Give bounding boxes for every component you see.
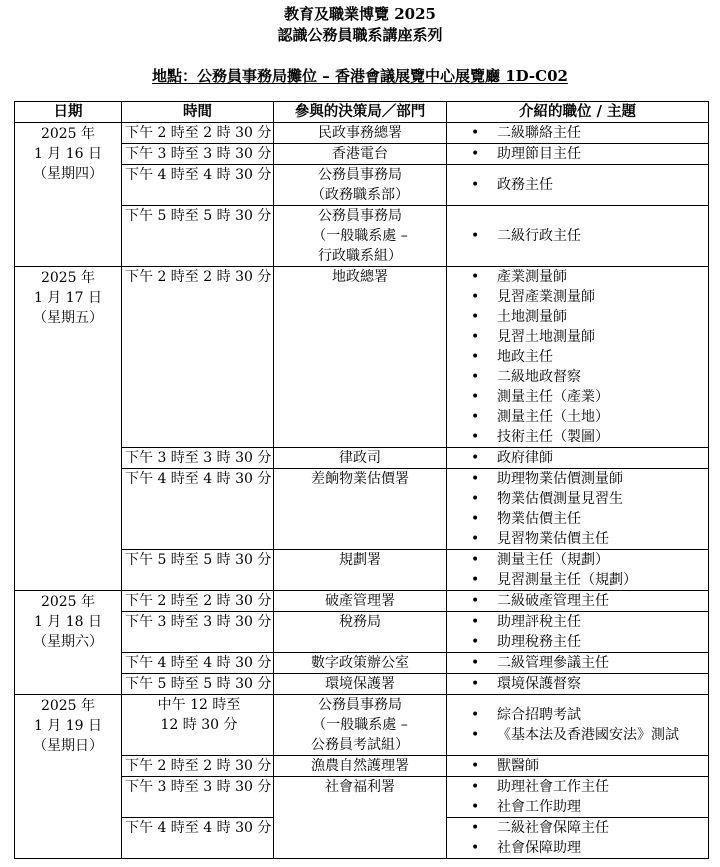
time-line: 下午 2 時至 2 時 30 分	[125, 758, 272, 774]
topic-item: • 助理評稅主任	[447, 612, 708, 632]
topic-item: • 二級行政主任	[447, 226, 708, 246]
topic-list	[447, 144, 708, 164]
dept-cell	[274, 144, 447, 165]
time-cell	[122, 674, 274, 695]
date-line: （星期四）	[33, 166, 103, 182]
dept-cell	[274, 756, 447, 777]
time-cell	[122, 591, 274, 612]
topics-cell	[447, 674, 709, 695]
topic-list	[447, 777, 708, 817]
column-header-date: 日期	[15, 102, 122, 123]
dept-line: 公務員事務局	[318, 167, 402, 183]
topics-cell	[447, 123, 709, 144]
column-header-topics: 介紹的職位 / 主題	[447, 102, 709, 123]
topic-item: • 社會工作助理	[447, 797, 708, 817]
time-line: 下午 3 時至 3 時 30 分	[125, 614, 272, 630]
dept-line: 律政司	[339, 450, 381, 466]
topic-item: • 助理節目主任	[447, 144, 708, 164]
topics-cell	[447, 695, 709, 756]
time-line: 下午 3 時至 3 時 30 分	[125, 450, 272, 466]
session-row	[15, 267, 709, 448]
topic-item: • 二級社會保障主任	[447, 818, 708, 838]
topic-list	[447, 756, 708, 776]
time-cell	[122, 448, 274, 469]
dept-line: 環境保護署	[325, 676, 395, 692]
topic-item: • 助理稅務主任	[447, 632, 708, 652]
topics-cell	[447, 448, 709, 469]
date-line: 2025 年	[40, 698, 96, 714]
topic-list	[447, 705, 708, 745]
topic-item: • 測量主任（規劃）	[447, 550, 708, 570]
time-line: 下午 4 時至 4 時 30 分	[125, 471, 272, 487]
date-line: （星期五）	[33, 310, 103, 326]
topic-list	[447, 674, 708, 694]
topic-item: • 測量主任（土地）	[447, 407, 708, 427]
topic-list	[447, 612, 708, 652]
date-cell	[15, 695, 122, 859]
date-line: 1 月 16 日	[33, 146, 103, 162]
date-cell	[15, 123, 122, 267]
date-line: 1 月 17 日	[33, 290, 103, 306]
time-cell	[122, 469, 274, 550]
dept-cell	[274, 165, 447, 206]
topic-list	[447, 818, 708, 858]
dept-cell	[274, 550, 447, 591]
time-line: 下午 5 時至 5 時 30 分	[125, 208, 272, 224]
dept-line: （政務職系部）	[311, 187, 409, 203]
topic-list	[447, 175, 708, 195]
dept-line: 民政事務總署	[318, 125, 402, 141]
topics-cell	[447, 818, 709, 859]
topic-item: • 技術主任（製圖）	[447, 427, 708, 447]
time-cell	[122, 695, 274, 756]
time-line: 下午 4 時至 4 時 30 分	[125, 167, 272, 183]
topics-cell	[447, 550, 709, 591]
topic-item: • 見習產業測量師	[447, 287, 708, 307]
dept-line: 差餉物業估價署	[311, 471, 409, 487]
date-line: 2025 年	[40, 594, 96, 610]
topic-item: • 見習土地測量師	[447, 327, 708, 347]
time-cell	[122, 123, 274, 144]
time-cell	[122, 165, 274, 206]
topic-list	[447, 550, 708, 590]
topic-item: • 地政主任	[447, 347, 708, 367]
topics-cell	[447, 267, 709, 448]
time-cell	[122, 550, 274, 591]
topic-list	[447, 226, 708, 246]
time-line: 下午 2 時至 2 時 30 分	[125, 125, 272, 141]
session-row	[15, 695, 709, 756]
topic-item: • 獸醫師	[447, 756, 708, 776]
topic-item: • 二級管理參議主任	[447, 653, 708, 673]
date-cell	[15, 591, 122, 695]
venue-location: 地點：公務員事務局攤位 – 香港會議展覽中心展覽廳 1D-C02	[152, 67, 568, 85]
topic-item: • 土地測量師	[447, 307, 708, 327]
topic-item: • 二級聯絡主任	[447, 123, 708, 143]
time-cell	[122, 612, 274, 653]
topic-item: • 物業估價主任	[447, 509, 708, 529]
dept-line: 數字政策辦公室	[311, 655, 409, 671]
topic-item: • 綜合招聘考試	[447, 705, 708, 725]
topic-item: • 社會保障助理	[447, 838, 708, 858]
session-row	[15, 123, 709, 144]
date-line: （星期日）	[33, 738, 103, 754]
dept-line: 公務員事務局	[318, 208, 402, 224]
dept-cell	[274, 777, 447, 859]
date-line: （星期六）	[33, 634, 103, 650]
document-title: 教育及職業博覽 2025	[284, 5, 436, 23]
topic-list	[447, 653, 708, 673]
schedule-table	[14, 101, 709, 859]
topics-cell	[447, 612, 709, 653]
dept-cell	[274, 267, 447, 448]
time-cell	[122, 653, 274, 674]
table-header-row	[15, 102, 709, 123]
date-cell	[15, 267, 122, 591]
dept-line: 破產管理署	[325, 593, 395, 609]
dept-line: 規劃署	[339, 552, 381, 568]
dept-cell	[274, 695, 447, 756]
topic-item: • 環境保護督察	[447, 674, 708, 694]
topic-list	[447, 448, 708, 468]
time-line: 下午 2 時至 2 時 30 分	[125, 593, 272, 609]
topic-item: • 《基本法及香港國安法》測試	[447, 725, 708, 745]
dept-cell	[274, 123, 447, 144]
time-cell	[122, 206, 274, 267]
time-cell	[122, 756, 274, 777]
topic-list	[447, 267, 708, 447]
schedule-body	[15, 123, 709, 859]
time-line: 12 時 30 分	[160, 717, 238, 733]
topics-cell	[447, 469, 709, 550]
dept-cell	[274, 612, 447, 653]
dept-cell	[274, 206, 447, 267]
time-line: 下午 2 時至 2 時 30 分	[125, 269, 272, 285]
topics-cell	[447, 591, 709, 612]
topics-cell	[447, 165, 709, 206]
topic-item: • 助理物業估價測量師	[447, 469, 708, 489]
topic-item: • 見習測量主任（規劃）	[447, 570, 708, 590]
topic-item: • 助理社會工作主任	[447, 777, 708, 797]
topic-item: • 產業測量師	[447, 267, 708, 287]
time-cell	[122, 267, 274, 448]
topic-item: • 物業估價測量見習生	[447, 489, 708, 509]
dept-line: 公務員考試組）	[311, 737, 409, 753]
dept-line: 公務員事務局	[318, 697, 402, 713]
topics-cell	[447, 144, 709, 165]
time-line: 下午 4 時至 4 時 30 分	[125, 655, 272, 671]
dept-line: 地政總署	[332, 269, 388, 285]
topic-item: • 政務主任	[447, 175, 708, 195]
dept-line: 社會福利署	[325, 779, 395, 795]
topic-item: • 二級破產管理主任	[447, 591, 708, 611]
dept-line: 漁農自然護理署	[311, 758, 409, 774]
topics-cell	[447, 756, 709, 777]
topics-cell	[447, 206, 709, 267]
date-line: 1 月 18 日	[33, 614, 103, 630]
time-line: 下午 4 時至 4 時 30 分	[125, 820, 272, 836]
dept-line: （一般職系處 –	[312, 228, 408, 244]
time-line: 下午 3 時至 3 時 30 分	[125, 146, 272, 162]
time-cell	[122, 144, 274, 165]
dept-cell	[274, 591, 447, 612]
dept-cell	[274, 674, 447, 695]
topic-list	[447, 123, 708, 143]
dept-cell	[274, 653, 447, 674]
time-line: 下午 5 時至 5 時 30 分	[125, 676, 272, 692]
date-line: 2025 年	[40, 126, 96, 142]
time-line: 下午 5 時至 5 時 30 分	[125, 552, 272, 568]
dept-line: 行政職系組）	[318, 248, 402, 264]
topic-item: • 政府律師	[447, 448, 708, 468]
topic-item: • 測量主任（產業）	[447, 387, 708, 407]
session-row	[15, 591, 709, 612]
topic-item: • 見習物業估價主任	[447, 529, 708, 549]
time-cell	[122, 777, 274, 818]
time-line: 中午 12 時至	[157, 697, 241, 713]
dept-line: 稅務局	[339, 614, 381, 630]
dept-cell	[274, 448, 447, 469]
date-line: 2025 年	[40, 270, 96, 286]
document-subtitle: 認識公務員職系講座系列	[277, 26, 443, 44]
topics-cell	[447, 653, 709, 674]
column-header-dept: 參與的決策局／部門	[274, 102, 447, 123]
dept-line: （一般職系處 –	[312, 717, 408, 733]
time-cell	[122, 818, 274, 859]
topic-item: • 二級地政督察	[447, 367, 708, 387]
dept-line: 香港電台	[332, 146, 388, 162]
time-line: 下午 3 時至 3 時 30 分	[125, 779, 272, 795]
column-header-time: 時間	[122, 102, 274, 123]
topics-cell	[447, 777, 709, 818]
date-line: 1 月 19 日	[33, 718, 103, 734]
dept-cell	[274, 469, 447, 550]
topic-list	[447, 591, 708, 611]
topic-list	[447, 469, 708, 549]
